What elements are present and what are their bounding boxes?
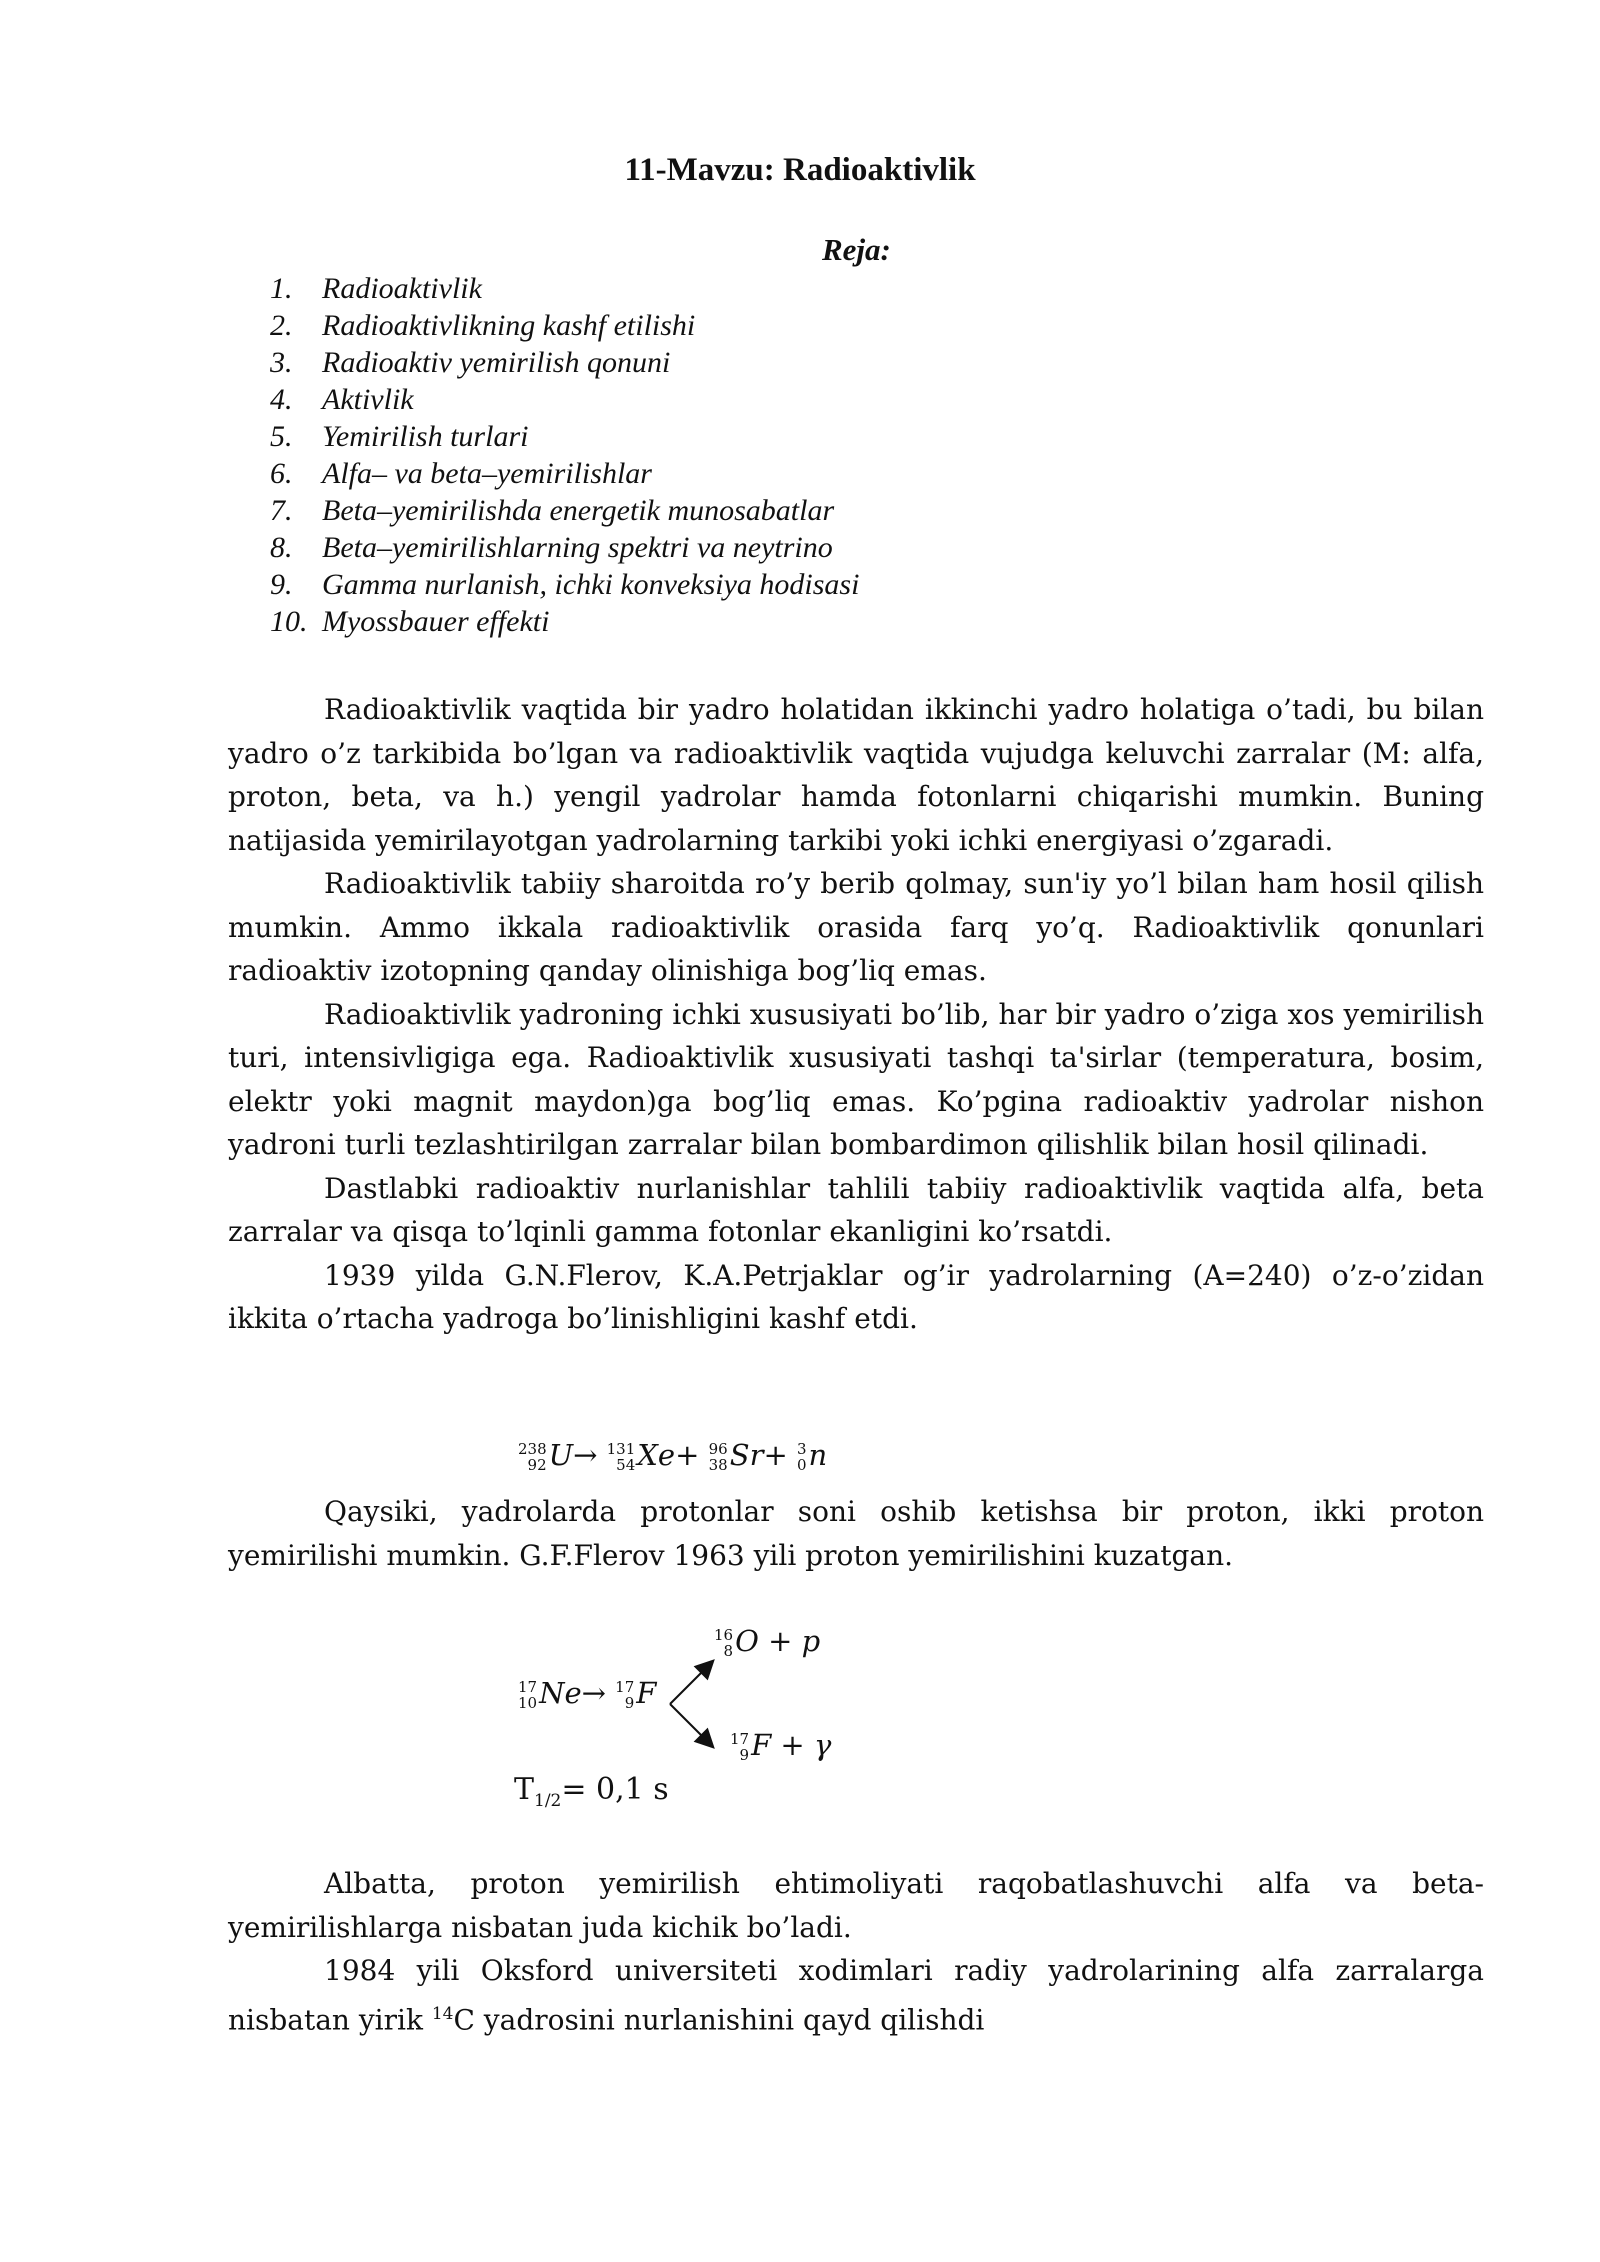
mass-number: 17 <box>615 1678 635 1696</box>
plan-item-text: Myossbauer effekti <box>322 605 550 638</box>
plan-item <box>270 344 859 381</box>
plan-item-text: Radioaktivlik <box>322 272 482 305</box>
isotope-numbers <box>615 1679 634 1711</box>
plan-item-number: 8. <box>270 531 293 564</box>
paragraph <box>228 1949 1484 2041</box>
element-symbol: Xe <box>637 1438 676 1472</box>
plus-sign: + <box>763 1438 788 1472</box>
plan-list <box>270 270 859 640</box>
plan-item <box>270 307 859 344</box>
atomic-number: 9 <box>739 1746 750 1764</box>
atomic-number: 0 <box>796 1456 807 1474</box>
plan-item-number: 9. <box>270 568 293 601</box>
plan-item-text: Gamma nurlanish, ichki konveksiya hodisasi <box>322 568 860 601</box>
lower-product <box>730 1728 831 1763</box>
reaction-arrow: → <box>573 1438 598 1472</box>
plan-item-text: Beta–yemirilishda energetik munosabatlar <box>322 494 835 527</box>
half-life <box>514 1772 669 1811</box>
isotope-numbers <box>518 1441 547 1473</box>
atomic-number: 92 <box>527 1456 547 1474</box>
mass-number: 96 <box>708 1440 728 1458</box>
plan-item <box>270 270 859 307</box>
isotope-numbers <box>518 1679 537 1711</box>
atomic-number: 10 <box>518 1694 538 1712</box>
half-life-symbol: T <box>514 1772 535 1807</box>
plan-item-number: 2. <box>270 309 293 342</box>
plan-item <box>270 492 859 529</box>
plan-item <box>270 455 859 492</box>
plan-item-number: 3. <box>270 346 293 379</box>
paragraph: Radioaktivlik yadroning ichki xususiyati bo’lib, har bir yadro o’ziga xos yemirilish turi, intensivligiga ega. Radioaktivlik xususiyati tashqi ta'sirlar (temperatura, bosim, elektr yoki magnit maydon)ga bog’liq emas. Ko’pgina radioaktiv yadrolar nishon yadroni turli tezlashtirilgan zarralar bilan bombardimon qilishlik bilan hosil qilinadi. <box>228 997 1484 1161</box>
paragraph-text: C yadrosini nurlanishini qayd qilishdi <box>453 2002 985 2036</box>
element-symbol: Sr <box>729 1438 764 1472</box>
lower-branch-arrow <box>670 1704 712 1746</box>
element-symbol: U <box>548 1438 574 1472</box>
paragraph: Qaysiki, yadrolarda protonlar soni oshib ketishsa bir proton, ikki proton yemirilishi mumkin. G.F.Flerov 1963 yili proton yemirilishini kuzatgan. <box>228 1495 1484 1572</box>
atomic-number: 54 <box>616 1456 636 1474</box>
upper-branch-arrow <box>670 1662 712 1704</box>
plan-heading: Reja: <box>822 232 891 267</box>
plan-item-number: 5. <box>270 420 293 453</box>
product-formula: F + γ <box>751 1728 832 1762</box>
paragraph: Albatta, proton yemirilish ehtimoliyati raqobatlashuvchi alfa va beta-yemirilishlarga nisbatan juda kichik bo’ladi. <box>228 1867 1484 1944</box>
half-life-value: = 0,1 s <box>561 1772 669 1807</box>
paragraph: Radioaktivlik tabiiy sharoitda ro’y berib qolmay, sun'iy yo’l bilan ham hosil qilish mumkin. Ammo ikkala radioaktivlik orasida farq yo’q. Radioaktivlik qonunlari radioaktiv izotopning qanday olinishiga bog’liq emas. <box>228 867 1484 987</box>
isotope-numbers <box>709 1441 728 1473</box>
atomic-number: 9 <box>624 1694 635 1712</box>
mass-number: 17 <box>518 1678 538 1696</box>
isotope-numbers <box>714 1627 733 1659</box>
plan-item <box>270 529 859 566</box>
isotope-numbers <box>730 1731 749 1763</box>
plan-item-text: Aktivlik <box>322 383 414 416</box>
mass-number: 3 <box>796 1440 807 1458</box>
plan-item-number: 1. <box>270 272 293 305</box>
plan-item-number: 7. <box>270 494 293 527</box>
plan-item-text: Radioaktiv yemirilish qonuni <box>322 346 671 379</box>
paragraph: Radioaktivlik vaqtida bir yadro holatidan ikkinchi yadro holatiga o’tadi, bu bilan yadro o’z tarkibida bo’lgan va radioaktivlik vaqtida vujudga keluvchi zarralar (M: alfa, proton, beta, va h.) yengil yadrolar hamda fotonlarni chiqarishi mumkin. Buning natijasida yemirilayotgan yadrolarning tarkibi yoki ichki energiyasi o’zgaradi. <box>228 693 1484 857</box>
element-symbol: F <box>636 1676 657 1710</box>
mass-number: 16 <box>714 1626 734 1644</box>
plan-item-text: Beta–yemirilishlarning spektri va neytrino <box>322 531 833 564</box>
isotope-numbers <box>797 1441 807 1473</box>
mass-number: 131 <box>606 1440 636 1458</box>
atomic-number: 38 <box>708 1456 728 1474</box>
upper-product <box>714 1624 820 1659</box>
plan-item <box>270 566 859 603</box>
half-life-subscript: 1/2 <box>534 1791 562 1811</box>
plan-item <box>270 381 859 418</box>
plan-item <box>270 418 859 455</box>
plan-item-number: 6. <box>270 457 293 490</box>
mass-number: 238 <box>518 1440 547 1458</box>
fission-equation <box>518 1438 827 1473</box>
body-section-conclusion <box>228 1862 1484 2041</box>
product-formula: O + p <box>735 1624 821 1658</box>
mass-number: 17 <box>730 1730 750 1748</box>
plan-item-text: Yemirilish turlari <box>322 420 529 453</box>
plan-item-number: 10. <box>270 605 308 638</box>
paragraph: 1939 yilda G.N.Flerov, K.A.Petrjaklar og’ir yadrolarning (A=240) o’z-o’zidan ikkita o’rtacha yadroga bo’linishligini kashf etdi. <box>228 1258 1484 1335</box>
isotope-superscript: 14 <box>431 2003 454 2024</box>
plus-sign: + <box>675 1438 700 1472</box>
plan-item-text: Alfa– va beta–yemirilishlar <box>322 457 652 490</box>
plan-item-number: 4. <box>270 383 293 416</box>
plan-item <box>270 603 859 640</box>
body-section-proton <box>228 1490 1484 1577</box>
page-title: 11-Mavzu: Radioaktivlik <box>624 152 976 188</box>
body-section-intro <box>228 688 1484 1341</box>
atomic-number: 8 <box>723 1642 734 1660</box>
paragraph-text: 1984 yili Oksford universiteti xodimlari radiy yadrolarining alfa zarralarga nisbatan yirik <box>228 1954 1484 2036</box>
element-symbol: n <box>808 1438 828 1472</box>
reaction-arrow: → <box>581 1676 606 1710</box>
isotope-numbers <box>607 1441 636 1473</box>
plan-item-text: Radioaktivlikning kashf etilishi <box>322 309 696 342</box>
paragraph: Dastlabki radioaktiv nurlanishlar tahlili tabiiy radioaktivlik vaqtida alfa, beta zarralar va qisqa to’lqinli gamma fotonlar ekanligini ko’rsatdi. <box>228 1171 1484 1248</box>
element-symbol: Ne <box>539 1676 582 1710</box>
parent-reaction <box>518 1676 656 1711</box>
